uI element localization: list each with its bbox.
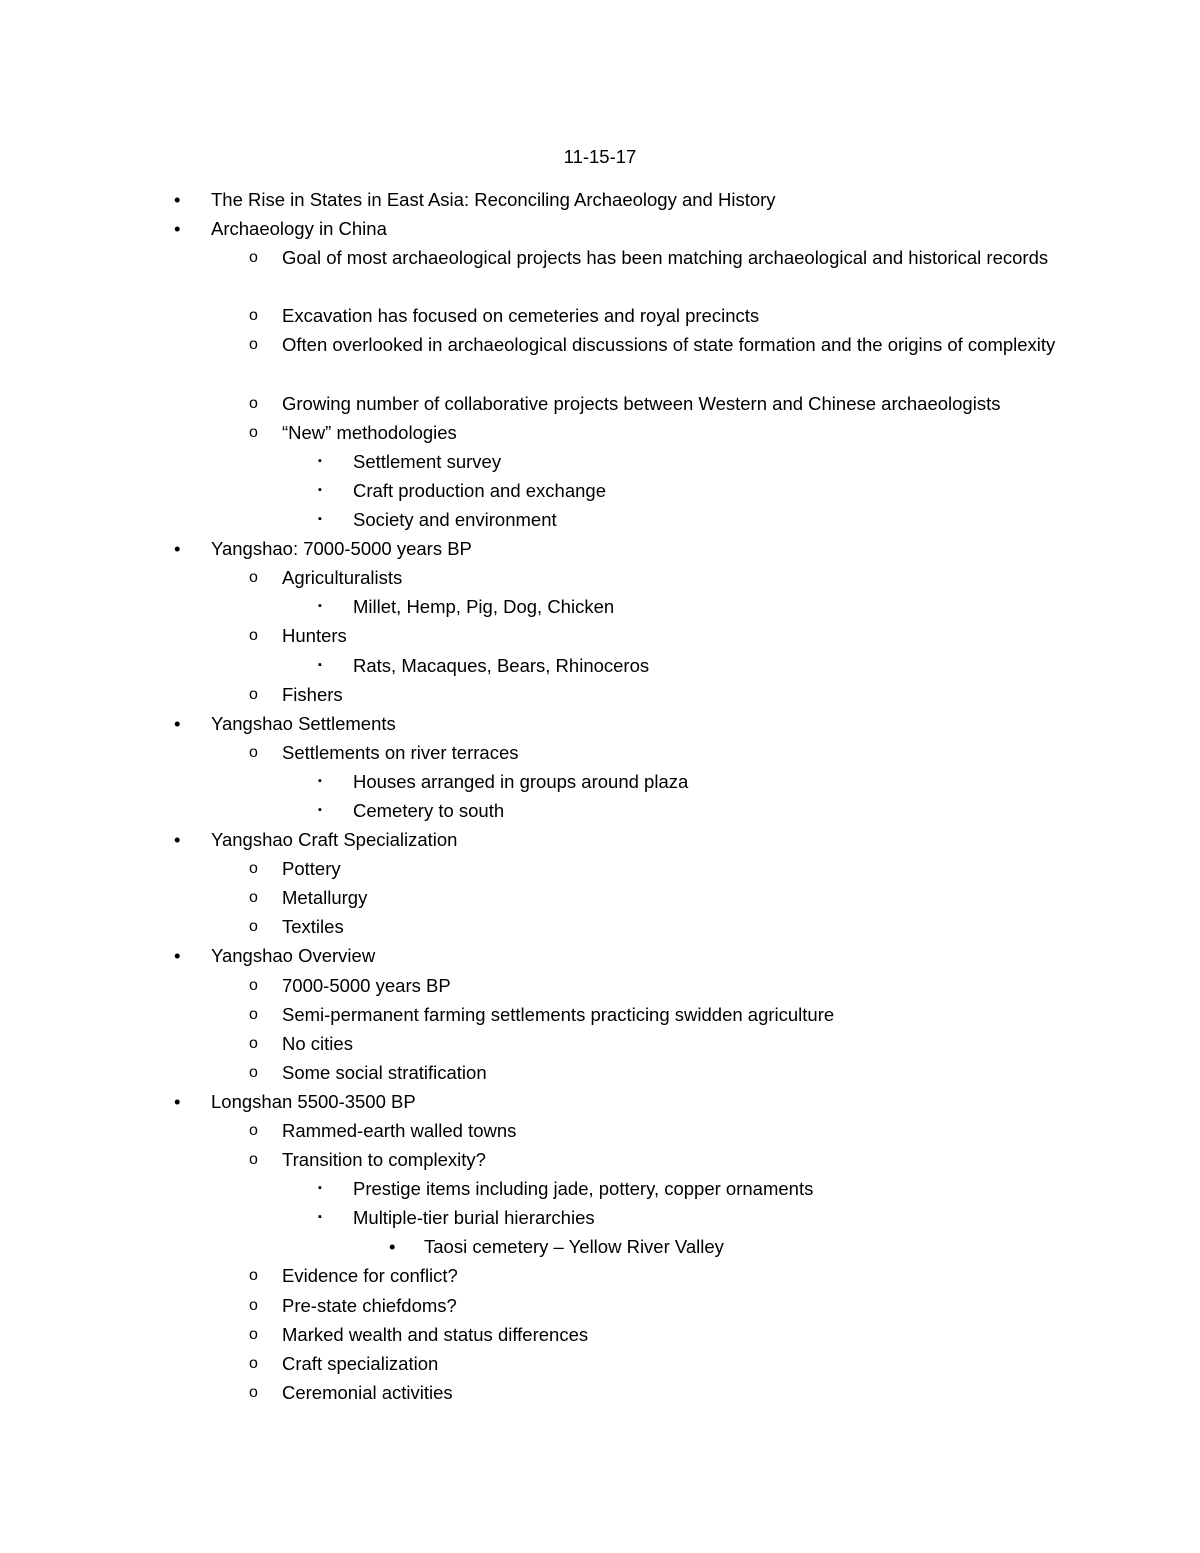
circle-marker-icon: o — [249, 423, 258, 441]
circle-marker-icon: o — [249, 860, 258, 878]
circle-marker-icon: o — [249, 685, 258, 703]
outline-item-text: Goal of most archaeological projects has been matching archaeological and historical records — [282, 247, 1049, 269]
outline-item-level-2 — [0, 301, 1200, 330]
outline-item-text: Transition to complexity? — [282, 1149, 486, 1171]
outline-item-level-1 — [0, 941, 1200, 970]
outline-item-text: Craft production and exchange — [353, 479, 607, 501]
circle-marker-icon: o — [249, 1034, 258, 1052]
circle-marker-icon: o — [249, 1267, 258, 1285]
circle-marker-icon: o — [249, 1151, 258, 1169]
bullet-marker-icon: • — [174, 218, 181, 240]
outline-item-level-2 — [0, 1291, 1200, 1320]
outline-list — [0, 185, 1200, 1407]
outline-item-level-2 — [0, 1145, 1200, 1174]
outline-item-text: Ceremonial activities — [282, 1381, 453, 1403]
outline-item-level-2 — [0, 243, 1200, 301]
outline-item-text: Houses arranged in groups around plaza — [353, 770, 689, 792]
circle-marker-icon: o — [249, 1296, 258, 1314]
circle-marker-icon: o — [249, 1325, 258, 1343]
outline-item-level-2 — [0, 1116, 1200, 1145]
square-marker-icon: ▪ — [318, 483, 322, 496]
outline-item-text: Yangshao Craft Specialization — [211, 829, 458, 851]
outline-item-text: 7000-5000 years BP — [282, 974, 451, 996]
square-marker-icon: ▪ — [318, 774, 322, 787]
square-marker-icon: ▪ — [318, 600, 322, 613]
bullet-marker-icon: • — [174, 829, 181, 851]
outline-item-level-1 — [0, 534, 1200, 563]
outline-item-level-2 — [0, 1378, 1200, 1407]
outline-item-text: “New” methodologies — [282, 421, 457, 443]
square-marker-icon: ▪ — [318, 658, 322, 671]
outline-item-level-2 — [0, 1261, 1200, 1290]
outline-item-level-2 — [0, 621, 1200, 650]
outline-item-text: Rats, Macaques, Bears, Rhinoceros — [353, 654, 650, 676]
outline-item-level-2 — [0, 1349, 1200, 1378]
outline-item-text: Settlement survey — [353, 450, 502, 472]
outline-item-level-2 — [0, 1320, 1200, 1349]
circle-marker-icon: o — [249, 394, 258, 412]
outline-item-level-2 — [0, 330, 1200, 388]
square-marker-icon: ▪ — [318, 454, 322, 467]
outline-item-text: Pottery — [282, 858, 341, 880]
outline-item-text: Some social stratification — [282, 1061, 487, 1083]
outline-item-text: Excavation has focused on cemeteries and royal precincts — [282, 305, 760, 327]
outline-item-text: Pre-state chiefdoms? — [282, 1294, 457, 1316]
outline-item-level-1 — [0, 825, 1200, 854]
outline-item-text: Millet, Hemp, Pig, Dog, Chicken — [353, 596, 615, 618]
outline-item-level-3 — [0, 592, 1200, 621]
outline-item-level-3 — [0, 476, 1200, 505]
outline-item-text: Society and environment — [353, 509, 557, 531]
bullet-marker-icon: • — [174, 189, 181, 210]
outline-item-level-2 — [0, 389, 1200, 418]
circle-marker-icon: o — [249, 889, 258, 907]
outline-item-level-1 — [0, 1087, 1200, 1116]
circle-marker-icon: o — [249, 627, 258, 645]
document-date: 11-15-17 — [563, 146, 637, 167]
outline-item-level-3 — [0, 767, 1200, 796]
outline-item-text: Longshan 5500-3500 BP — [211, 1090, 416, 1112]
circle-marker-icon: o — [249, 1383, 258, 1401]
outline-item-level-2 — [0, 738, 1200, 767]
circle-marker-icon: o — [249, 336, 258, 354]
circle-marker-icon: o — [249, 918, 258, 936]
outline-item-level-2 — [0, 680, 1200, 709]
outline-item-text: Agriculturalists — [282, 567, 403, 589]
bullet-marker-icon: • — [174, 712, 181, 734]
outline-item-text: Textiles — [282, 916, 344, 938]
bullet-marker-icon: • — [389, 1236, 396, 1258]
outline-item-text: Marked wealth and status differences — [282, 1323, 589, 1345]
circle-marker-icon: o — [249, 743, 258, 761]
outline-item-text: Taosi cemetery – Yellow River Valley — [424, 1236, 724, 1258]
outline-item-level-3 — [0, 651, 1200, 680]
outline-item-text: Multiple-tier burial hierarchies — [353, 1207, 595, 1229]
outline-item-text: Yangshao Overview — [211, 945, 376, 967]
outline-item-level-3 — [0, 1203, 1200, 1232]
outline-item-level-2 — [0, 1058, 1200, 1087]
outline-item-text: Hunters — [282, 625, 347, 647]
outline-item-level-3 — [0, 796, 1200, 825]
outline-item-text: No cities — [282, 1032, 353, 1054]
circle-marker-icon: o — [249, 307, 258, 325]
outline-item-text: Fishers — [282, 683, 343, 705]
outline-item-text: Settlements on river terraces — [282, 741, 519, 763]
square-marker-icon: ▪ — [318, 1182, 322, 1195]
circle-marker-icon: o — [249, 1354, 258, 1372]
outline-item-level-3 — [0, 1174, 1200, 1203]
outline-item-level-3 — [0, 505, 1200, 534]
outline-item-text: Semi-permanent farming settlements practicing swidden agriculture — [282, 1003, 835, 1025]
outline-item-level-2 — [0, 1029, 1200, 1058]
bullet-marker-icon: • — [174, 945, 181, 967]
outline-item-level-4 — [0, 1232, 1200, 1261]
circle-marker-icon: o — [249, 1005, 258, 1023]
outline-item-level-2 — [0, 883, 1200, 912]
outline-item-level-2 — [0, 854, 1200, 883]
circle-marker-icon: o — [249, 1122, 258, 1139]
outline-item-text: Cemetery to south — [353, 799, 505, 821]
outline-item-level-2 — [0, 1000, 1200, 1029]
circle-marker-icon: o — [249, 1063, 258, 1081]
square-marker-icon: ▪ — [318, 1211, 322, 1224]
outline-item-text: Rammed-earth walled towns — [282, 1120, 517, 1141]
outline-item-level-1 — [0, 709, 1200, 738]
outline-item-level-2 — [0, 563, 1200, 592]
outline-item-text: Evidence for conflict? — [282, 1265, 458, 1287]
bullet-marker-icon: • — [174, 538, 181, 560]
bullet-marker-icon: • — [174, 1090, 181, 1112]
outline-item-text: The Rise in States in East Asia: Reconciling Archaeology and History — [211, 189, 776, 210]
outline-item-text: Yangshao Settlements — [211, 712, 396, 734]
circle-marker-icon: o — [249, 249, 258, 267]
outline-item-level-2 — [0, 971, 1200, 1000]
outline-item-text: Growing number of collaborative projects between Western and Chinese archaeologists — [282, 392, 1001, 414]
outline-item-text: Craft specialization — [282, 1352, 439, 1374]
circle-marker-icon: o — [249, 976, 258, 994]
square-marker-icon: ▪ — [318, 513, 322, 526]
outline-item-text: Metallurgy — [282, 887, 368, 909]
outline-item-level-2 — [0, 912, 1200, 941]
outline-item-level-1 — [0, 185, 1200, 214]
outline-item-level-3 — [0, 447, 1200, 476]
outline-item-text: Prestige items including jade, pottery, copper ornaments — [353, 1178, 814, 1200]
outline-item-level-2 — [0, 418, 1200, 447]
outline-item-text: Often overlooked in archaeological discussions of state formation and the origins of complexity — [282, 334, 1056, 356]
outline-item-text: Archaeology in China — [211, 218, 387, 240]
circle-marker-icon: o — [249, 569, 258, 587]
square-marker-icon: ▪ — [318, 803, 322, 816]
outline-item-level-1 — [0, 214, 1200, 243]
outline-item-text: Yangshao: 7000-5000 years BP — [211, 538, 472, 560]
